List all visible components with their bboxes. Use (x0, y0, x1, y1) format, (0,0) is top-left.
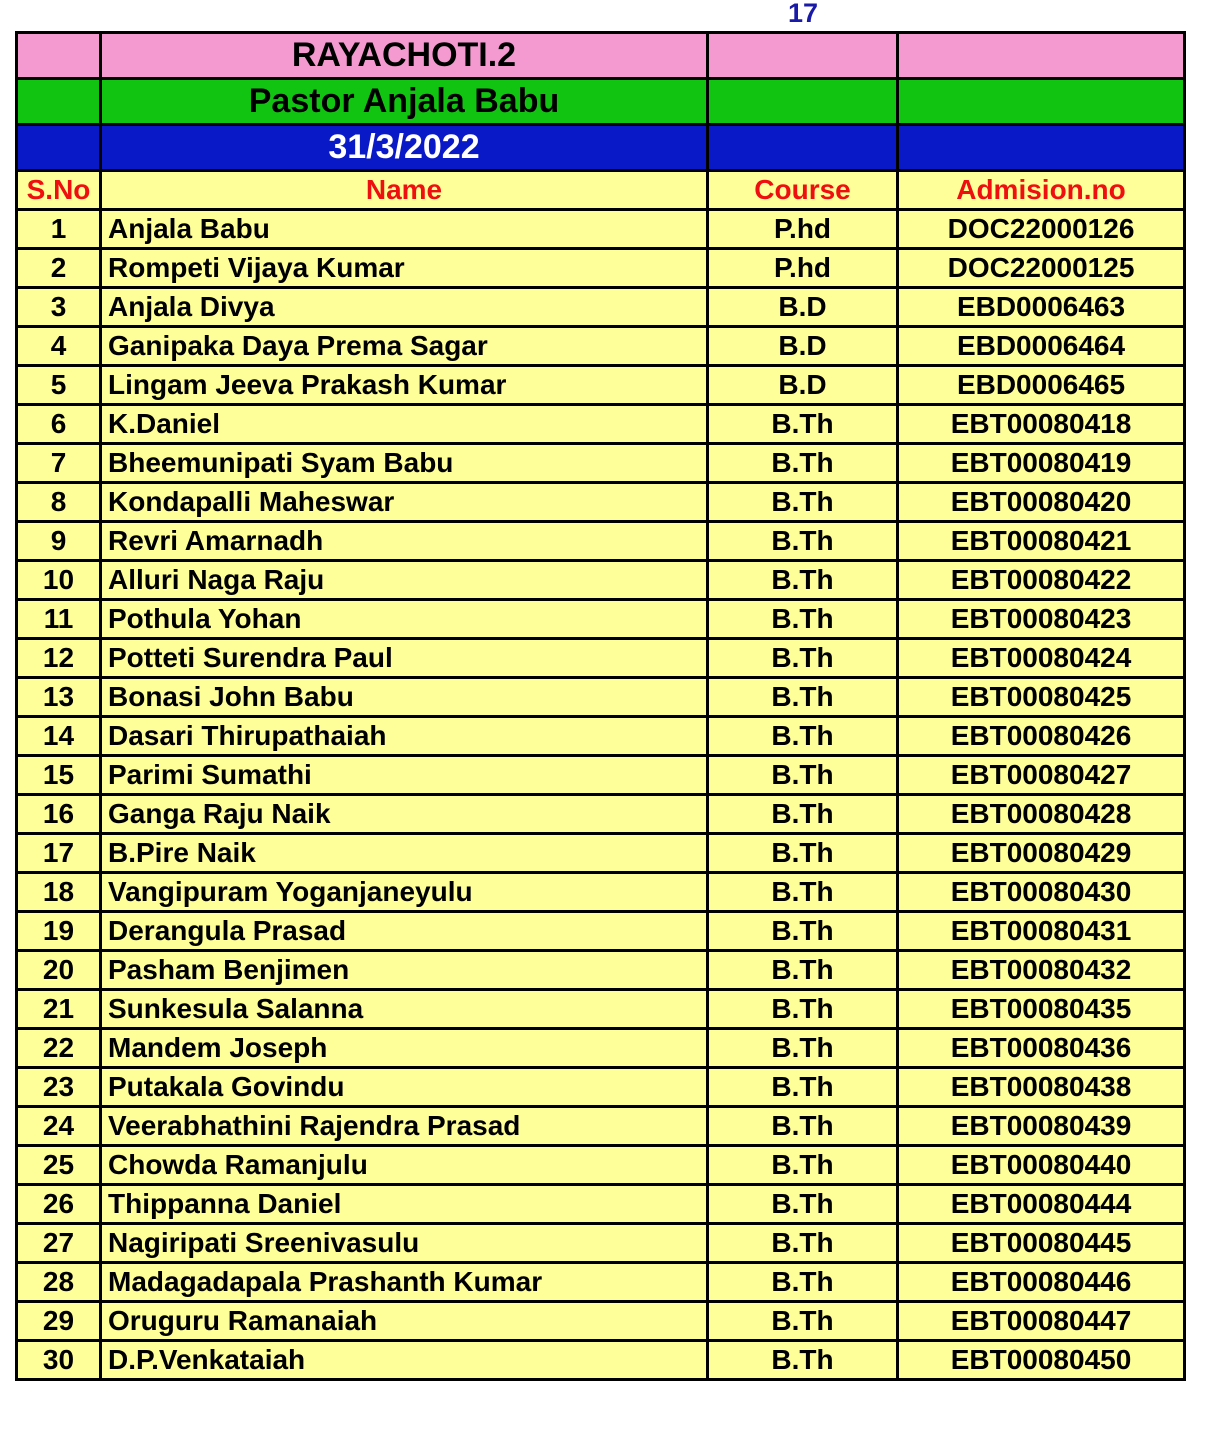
row-name-cell: Derangula Prasad (101, 912, 708, 951)
row-sno-cell: 1 (17, 210, 101, 249)
row-admission-cell: EBT00080440 (898, 1146, 1185, 1185)
row-name-cell: Bonasi John Babu (101, 678, 708, 717)
title-row-cell-admission (898, 33, 1185, 79)
row-course-cell: B.Th (708, 444, 898, 483)
row-sno-cell: 15 (17, 756, 101, 795)
table-row (17, 1341, 1185, 1380)
pastor-row-cell-admission (898, 79, 1185, 125)
row-admission-cell: EBT00080432 (898, 951, 1185, 990)
table-row (17, 795, 1185, 834)
row-name-cell: Alluri Naga Raju (101, 561, 708, 600)
row-sno-cell: 12 (17, 639, 101, 678)
row-course-cell: B.D (708, 327, 898, 366)
row-course-cell: B.Th (708, 522, 898, 561)
table-row (17, 405, 1185, 444)
row-name-cell: Veerabhathini Rajendra Prasad (101, 1107, 708, 1146)
date-row-cell-course (708, 125, 898, 171)
row-sno-cell: 13 (17, 678, 101, 717)
table-row (17, 249, 1185, 288)
row-course-cell: B.Th (708, 1068, 898, 1107)
row-course-cell: B.Th (708, 912, 898, 951)
row-name-cell: Kondapalli Maheswar (101, 483, 708, 522)
table-row (17, 1068, 1185, 1107)
row-sno-cell: 22 (17, 1029, 101, 1068)
column-header-sno: S.No (17, 171, 101, 210)
row-name-cell: Revri Amarnadh (101, 522, 708, 561)
row-name-cell: Thippanna Daniel (101, 1185, 708, 1224)
row-course-cell: B.Th (708, 756, 898, 795)
table-row (17, 1146, 1185, 1185)
row-sno-cell: 28 (17, 1263, 101, 1302)
row-admission-cell: EBT00080423 (898, 600, 1185, 639)
row-sno-cell: 29 (17, 1302, 101, 1341)
student-table (15, 31, 1186, 1381)
row-sno-cell: 8 (17, 483, 101, 522)
row-course-cell: B.Th (708, 1029, 898, 1068)
row-sno-cell: 25 (17, 1146, 101, 1185)
row-sno-cell: 6 (17, 405, 101, 444)
row-name-cell: Rompeti Vijaya Kumar (101, 249, 708, 288)
row-name-cell: Nagiripati Sreenivasulu (101, 1224, 708, 1263)
row-name-cell: Pasham Benjimen (101, 951, 708, 990)
row-admission-cell: EBT00080424 (898, 639, 1185, 678)
table-row (17, 951, 1185, 990)
table-row (17, 1107, 1185, 1146)
table-row (17, 873, 1185, 912)
row-admission-cell: EBT00080444 (898, 1185, 1185, 1224)
table-row (17, 444, 1185, 483)
title-row-cell-course (708, 33, 898, 79)
row-admission-cell: EBT00080446 (898, 1263, 1185, 1302)
row-name-cell: Pothula Yohan (101, 600, 708, 639)
column-header-row (17, 171, 1185, 210)
row-admission-cell: EBD0006463 (898, 288, 1185, 327)
row-admission-cell: EBD0006465 (898, 366, 1185, 405)
row-sno-cell: 26 (17, 1185, 101, 1224)
table-row (17, 561, 1185, 600)
row-sno-cell: 17 (17, 834, 101, 873)
row-admission-cell: EBT00080445 (898, 1224, 1185, 1263)
sheet-title: RAYACHOTI.2 (101, 33, 708, 79)
row-name-cell: D.P.Venkataiah (101, 1341, 708, 1380)
row-course-cell: B.Th (708, 600, 898, 639)
row-name-cell: Vangipuram Yoganjaneyulu (101, 873, 708, 912)
table-row (17, 1302, 1185, 1341)
row-admission-cell: EBT00080430 (898, 873, 1185, 912)
row-course-cell: B.D (708, 288, 898, 327)
row-course-cell: B.Th (708, 678, 898, 717)
row-admission-cell: EBT00080426 (898, 717, 1185, 756)
row-admission-cell: EBT00080435 (898, 990, 1185, 1029)
table-row (17, 1224, 1185, 1263)
row-course-cell: B.Th (708, 717, 898, 756)
row-name-cell: Anjala Divya (101, 288, 708, 327)
date-row (17, 125, 1185, 171)
column-header-course: Course (708, 171, 898, 210)
row-course-cell: B.Th (708, 1302, 898, 1341)
row-admission-cell: EBT00080428 (898, 795, 1185, 834)
sheet-date: 31/3/2022 (101, 125, 708, 171)
table-row (17, 600, 1185, 639)
row-course-cell: B.Th (708, 834, 898, 873)
row-name-cell: Ganipaka Daya Prema Sagar (101, 327, 708, 366)
row-name-cell: Lingam Jeeva Prakash Kumar (101, 366, 708, 405)
row-admission-cell: EBT00080431 (898, 912, 1185, 951)
row-name-cell: Chowda Ramanjulu (101, 1146, 708, 1185)
table-row (17, 522, 1185, 561)
row-sno-cell: 2 (17, 249, 101, 288)
row-course-cell: B.Th (708, 1107, 898, 1146)
row-admission-cell: EBT00080418 (898, 405, 1185, 444)
row-sno-cell: 30 (17, 1341, 101, 1380)
row-sno-cell: 18 (17, 873, 101, 912)
date-row-cell-sno (17, 125, 101, 171)
row-course-cell: B.Th (708, 1341, 898, 1380)
table-row (17, 327, 1185, 366)
row-sno-cell: 3 (17, 288, 101, 327)
row-course-cell: P.hd (708, 249, 898, 288)
title-row-cell-sno (17, 33, 101, 79)
row-admission-cell: EBT00080420 (898, 483, 1185, 522)
row-admission-cell: DOC22000125 (898, 249, 1185, 288)
row-sno-cell: 21 (17, 990, 101, 1029)
table-row (17, 756, 1185, 795)
row-sno-cell: 10 (17, 561, 101, 600)
row-sno-cell: 11 (17, 600, 101, 639)
row-sno-cell: 24 (17, 1107, 101, 1146)
table-row (17, 717, 1185, 756)
row-admission-cell: EBT00080447 (898, 1302, 1185, 1341)
row-name-cell: Bheemunipati Syam Babu (101, 444, 708, 483)
row-course-cell: B.Th (708, 639, 898, 678)
row-name-cell: K.Daniel (101, 405, 708, 444)
row-sno-cell: 9 (17, 522, 101, 561)
table-row (17, 288, 1185, 327)
table-row (17, 834, 1185, 873)
row-admission-cell: EBT00080429 (898, 834, 1185, 873)
row-course-cell: B.Th (708, 1185, 898, 1224)
row-course-cell: B.Th (708, 405, 898, 444)
row-sno-cell: 23 (17, 1068, 101, 1107)
title-row (17, 33, 1185, 79)
row-course-cell: B.Th (708, 951, 898, 990)
table-row (17, 483, 1185, 522)
row-course-cell: B.Th (708, 483, 898, 522)
column-header-admission: Admision.no (898, 171, 1185, 210)
row-course-cell: B.Th (708, 795, 898, 834)
row-name-cell: Anjala Babu (101, 210, 708, 249)
row-admission-cell: EBT00080421 (898, 522, 1185, 561)
row-name-cell: B.Pire Naik (101, 834, 708, 873)
row-course-cell: B.Th (708, 1263, 898, 1302)
row-admission-cell: EBT00080438 (898, 1068, 1185, 1107)
row-course-cell: P.hd (708, 210, 898, 249)
pastor-row-cell-course (708, 79, 898, 125)
row-course-cell: B.D (708, 366, 898, 405)
row-admission-cell: EBT00080450 (898, 1341, 1185, 1380)
row-admission-cell: EBT00080425 (898, 678, 1185, 717)
row-name-cell: Madagadapala Prashanth Kumar (101, 1263, 708, 1302)
table-row (17, 210, 1185, 249)
row-admission-cell: EBT00080427 (898, 756, 1185, 795)
table-row (17, 990, 1185, 1029)
table-row (17, 639, 1185, 678)
row-admission-cell: EBT00080436 (898, 1029, 1185, 1068)
row-admission-cell: EBT00080439 (898, 1107, 1185, 1146)
row-course-cell: B.Th (708, 1224, 898, 1263)
row-name-cell: Parimi Sumathi (101, 756, 708, 795)
row-name-cell: Mandem Joseph (101, 1029, 708, 1068)
row-name-cell: Sunkesula Salanna (101, 990, 708, 1029)
row-name-cell: Oruguru Ramanaiah (101, 1302, 708, 1341)
row-course-cell: B.Th (708, 561, 898, 600)
row-sno-cell: 7 (17, 444, 101, 483)
row-sno-cell: 20 (17, 951, 101, 990)
row-admission-cell: EBT00080419 (898, 444, 1185, 483)
row-course-cell: B.Th (708, 990, 898, 1029)
pastor-row-cell-sno (17, 79, 101, 125)
row-sno-cell: 4 (17, 327, 101, 366)
date-row-cell-admission (898, 125, 1185, 171)
table-row (17, 678, 1185, 717)
row-course-cell: B.Th (708, 1146, 898, 1185)
row-sno-cell: 19 (17, 912, 101, 951)
row-sno-cell: 16 (17, 795, 101, 834)
row-admission-cell: DOC22000126 (898, 210, 1185, 249)
row-name-cell: Potteti Surendra Paul (101, 639, 708, 678)
pastor-row (17, 79, 1185, 125)
page-number: 17 (787, 0, 819, 28)
row-name-cell: Dasari Thirupathaiah (101, 717, 708, 756)
row-name-cell: Ganga Raju Naik (101, 795, 708, 834)
table-row (17, 1029, 1185, 1068)
table-row (17, 912, 1185, 951)
table-row (17, 1185, 1185, 1224)
table-row (17, 366, 1185, 405)
row-admission-cell: EBD0006464 (898, 327, 1185, 366)
pastor-name: Pastor Anjala Babu (101, 79, 708, 125)
row-course-cell: B.Th (708, 873, 898, 912)
row-sno-cell: 27 (17, 1224, 101, 1263)
table-row (17, 1263, 1185, 1302)
column-header-name: Name (101, 171, 708, 210)
row-sno-cell: 5 (17, 366, 101, 405)
row-admission-cell: EBT00080422 (898, 561, 1185, 600)
row-sno-cell: 14 (17, 717, 101, 756)
row-name-cell: Putakala Govindu (101, 1068, 708, 1107)
